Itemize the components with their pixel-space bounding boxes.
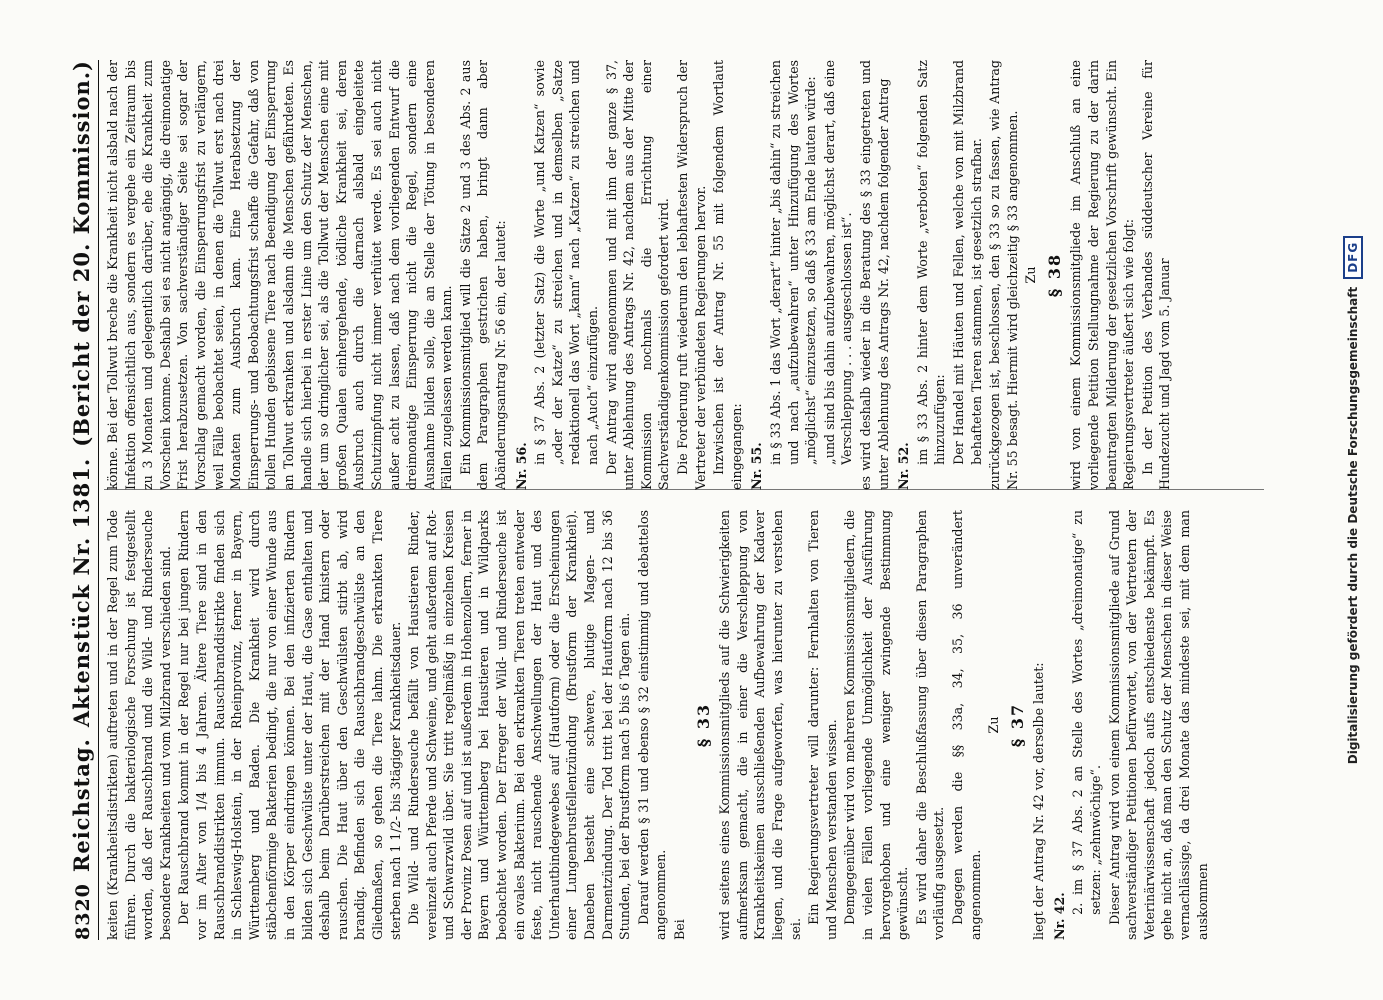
section-heading-37: § 37 — [1007, 702, 1027, 748]
text-columns — [104, 60, 1264, 940]
paragraph: könne. Bei der Tollwut breche die Krankheit nicht alsbald nach der Infektion offensichtlich aus, sondern es vergehe ein Zeitraum bis zu 3 Monaten und gelegentlich darüber, ehe die Krankheit zum Vorschein komme. Deshalb sei es nicht angängig, die dreimonatige Frist herabzusetzen. Von sachverständiger Seite sei sogar der Vorschlag gemacht worden, die Einsperrungsfrist zu verlängern, weil Fälle beobachtet seien, in denen die Tollwut erst nach drei Monaten zum Ausbruch kam. Eine Herabsetzung der Einsperrungs- und Beobachtungsfrist schaffe die Gefahr, daß von tollen Hunden gebissene Tiere nach Beendigung der Einsperrung an Tollwut erkranken und alsdann die Menschen gefährdeten. Es handle sich hierbei in erster Linie um den Schutz der Menschen, der um so dringlicher sei, als die Tollwut der Menschen eine mit großen Qualen einhergehende, tödliche Krankheit sei, deren Ausbruch auch durch die darnach alsbald eingeleitete Schutzimpfung nicht immer verhütet werde. Es sei auch nicht außer acht zu lassen, daß nach dem vorliegenden Entwurf die dreimonatige Einsperrung nicht die Regel, sondern eine Ausnahme bilden solle, die an Stelle der Tötung in besonderen Fällen zugelassen werden kann. — [105, 60, 455, 490]
paragraph: zurückgezogen ist, beschlossen, den § 33 so zu fassen, wie Antrag Nr. 55 besagt. Hiermit wird gleichzeitig § 33 angenommen. — [987, 60, 1020, 490]
header-bericht: (Bericht der 20. Kommission.) — [69, 60, 94, 447]
left-column — [104, 510, 1264, 940]
antrag-text: in § 37 Abs. 2 (letzter Satz) die Worte „und Katzen“ sowie „oder der Katze“ zu streichen und in demselben „Satze redaktionell das Wort „kann“ nach „Katzen“ zu streichen und nach „Auch“ einzufügen. — [532, 60, 601, 465]
paragraph: Ein Kommissionsmitglied will die Sätze 2 und 3 des Abs. 2 aus dem Paragraphen gestrichen haben, bringt dann aber Abänderungsantrag Nr. 56 ein, der lautet: — [457, 60, 509, 490]
antrag-quote: „und sind bis dahin aufzubewahren, möglichst derart, daß eine Verschleppung . . . ausgeschlossen ist“. — [821, 60, 855, 465]
page-header — [60, 60, 99, 940]
right-column — [104, 60, 1264, 490]
section-heading-38: § 38 — [1044, 252, 1064, 298]
paragraph: Inzwischen ist der Antrag Nr. 55 mit folgendem Wortlaut eingegangen: — [711, 60, 744, 490]
antrag-number: Nr. 42. — [1051, 892, 1067, 940]
page-number: 8320 — [72, 883, 94, 940]
digitization-note: Digitalisierung gefördert durch die Deutsche Forschungsgemeinschaft — [1346, 286, 1360, 765]
antrag-number: Nr. 52. — [896, 442, 912, 490]
word-bei: Bei — [672, 919, 687, 940]
paragraph: Es wird daher die Beschlußfassung über diesen Paragraphen vorläufig ausgesetzt. — [913, 510, 947, 940]
paragraph: Die Forderung ruft wiederum den lebhaftesten Widerspruch der Vertreter der verbündeten Regierungen hervor. — [675, 60, 708, 490]
paragraph: Der Rauschbrand kommt in der Regel nur bei jungen Rindern vor im Alter von 1/4 bis 4 Jahren. Ältere Tiere sind in den Rauschbranddistrikten immun. Rauschbranddistrikte finden sich in Schleswig-Holstein, in der Rheinprovinz, ferner in Bayern, Württemberg und Baden. Die Krankheit wird durch stäbchenförmige Bakterien bedingt, die nur von einer Wunde aus in den Körper eindringen können. Bei den infizierten Rindern bilden sich Geschwülste unter der Haut, die Gase enthalten und deshalb beim Darüberstreichen mit der Hand knistern oder rauschen. Die Haut über den Geschwülsten stirbt ab, wird brandig. Befinden sich die Rauschbrandgeschwülste an den Gliedmaßen, so gehen die Tiere lahm. Die erkrankten Tiere sterben nach 1 1/2- bis 3tägiger Krankheitsdauer. — [176, 510, 403, 940]
header-aktenstueck: Aktenstück Nr. 1381. — [69, 457, 94, 728]
paragraph: In der Petition des Verbandes süddeutscher Vereine für Hundezucht und Jagd vom 5. Januar — [1139, 60, 1173, 490]
antrag-text: 2. im § 37 Abs. 2 an Stelle des Wortes „dreimonatige“ zu setzen: „zehnwöchige“. — [1070, 510, 1104, 915]
section-heading-33: § 33 — [693, 702, 713, 748]
dfg-logo: DFG — [1343, 236, 1363, 279]
paragraph: Demgegenüber wird von mehreren Kommissionsmitgliedern, die in vielen Fällen vorliegende Unmöglichkeit der Ausführung hervorgehoben und eine weniger zwingende Bestimmung gewünscht. — [842, 510, 911, 940]
antrag-quote: Der Handel mit Häuten und Fellen, welche von mit Milzbrand behafteten Tieren stammen, ist gesetzlich strafbar. — [950, 60, 984, 465]
digitization-credit — [1340, 170, 1366, 830]
header-reichstag: Reichstag. — [69, 738, 94, 873]
paragraph: es wird deshalb wieder in die Beratung des § 33 eingetreten und unter Ablehnung des Antrags Nr. 42, nachdem folgender Antrag — [857, 60, 891, 490]
word-zu: Zu — [986, 716, 1002, 734]
paragraph: Dagegen werden die §§ 33a, 34, 35, 36 unverändert angenommen. — [949, 510, 983, 940]
paragraph: Ein Regierungsvertreter will darunter: Fernhalten von Tieren und Menschen verstanden wissen. — [806, 510, 839, 940]
paragraph: Der Antrag wird angenommen und mit ihm der ganze § 37, unter Ablehnung des Antrags Nr. 42, nachdem aus der Mitte der Kommission nochmals die Errichtung einer Sachverständigenkommission gefordert wird. — [603, 60, 672, 490]
paragraph: Die Wild- und Rinderseuche befällt von Haustieren Rinder, vereinzelt auch Pferde und Schweine, und geht außerdem auf Rot- und Schwarzwild über. Sie tritt regelmäßig in einzelnen Kreisen der Provinz Posen auf und ist außerdem in Hohenzollern, ferner in Bayern und Württemberg bei Haustieren und in Wildparks beobachtet worden. Der Erreger der Wild- und Rinderseuche ist ein ovales Bakterium. Bei den erkrankten Tieren treten entweder feste, nicht rauschende Anschwellungen der Haut und des Unterhautbindegewebes auf (Hautform) oder die Erscheinungen einer Lungenbrustfellentzündung (Brustform der Krankheit). Daneben besteht eine schwere, blutige Magen- und Darmentzündung. Der Tod tritt bei der Hautform nach 12 bis 36 Stunden, bei der Brustform nach 5 bis 6 Tagen ein. — [406, 510, 633, 940]
paragraph: liegt der Antrag Nr. 42 vor, derselbe lautet: — [1031, 662, 1047, 940]
word-zu: Zu — [1023, 266, 1039, 284]
antrag-number: Nr. 55. — [749, 442, 765, 490]
paragraph: keiten (Krankheitsdistrikten) auftreten und in der Regel zum Tode führen. Durch die bakteriologische Forschung ist festgestellt worden, daß der Rauschbrand und die Wild- und Rinderseuche besondere Krankheiten und vom Milzbrand verschieden sind. — [105, 510, 173, 940]
paragraph: Darauf werden § 31 und ebenso § 32 einstimmig und debattelos angenommen. — [635, 510, 669, 940]
antrag-text: im § 33 Abs. 2 hinter dem Worte „verboten“ folgenden Satz hinzuzufügen: — [914, 60, 948, 465]
antrag-number: Nr. 56. — [513, 442, 529, 490]
paragraph: Dieser Antrag wird von einem Kommissionsmitgliede auf Grund sachverständiger Petitionen befürwortet, von der Vertretern der Veterinärwissenschaft jedoch aufs entschiedenste bekämpft. Es gehe nicht an, daß man den Schutz der Menschen in dieser Weise vernachlässige, da drei Monate das mindeste sei, mit dem man auskommen — [1106, 510, 1210, 940]
paragraph: wird seitens eines Kommissionsmitglieds auf die Schwierigkeiten aufmerksam gemacht, die in einer die Verschleppung von Krankheitskeimen ausschließenden Aufbewahrung der Kadaver liegen, und die Frage aufgeworfen, was hierunter zu verstehen sei. — [717, 510, 803, 940]
paragraph: wird von einem Kommissionsmitgliede im Anschluß an eine vorliegende Petition Stellungnahme der Regierung zu der darin beantragten Milderung der gesetzlichen Vorschrift gewünscht. Ein Regierungsvertreter äußert sich wie folgt: — [1068, 60, 1137, 490]
antrag-text: in § 33 Abs. 1 das Wort „derart“ hinter „bis dahin“ zu streichen und nach „aufzubewahren“ unter Hinzufügung des Wortes „möglichst“ einzusetzen, so daß § 33 am Ende lauten würde: — [767, 60, 819, 465]
